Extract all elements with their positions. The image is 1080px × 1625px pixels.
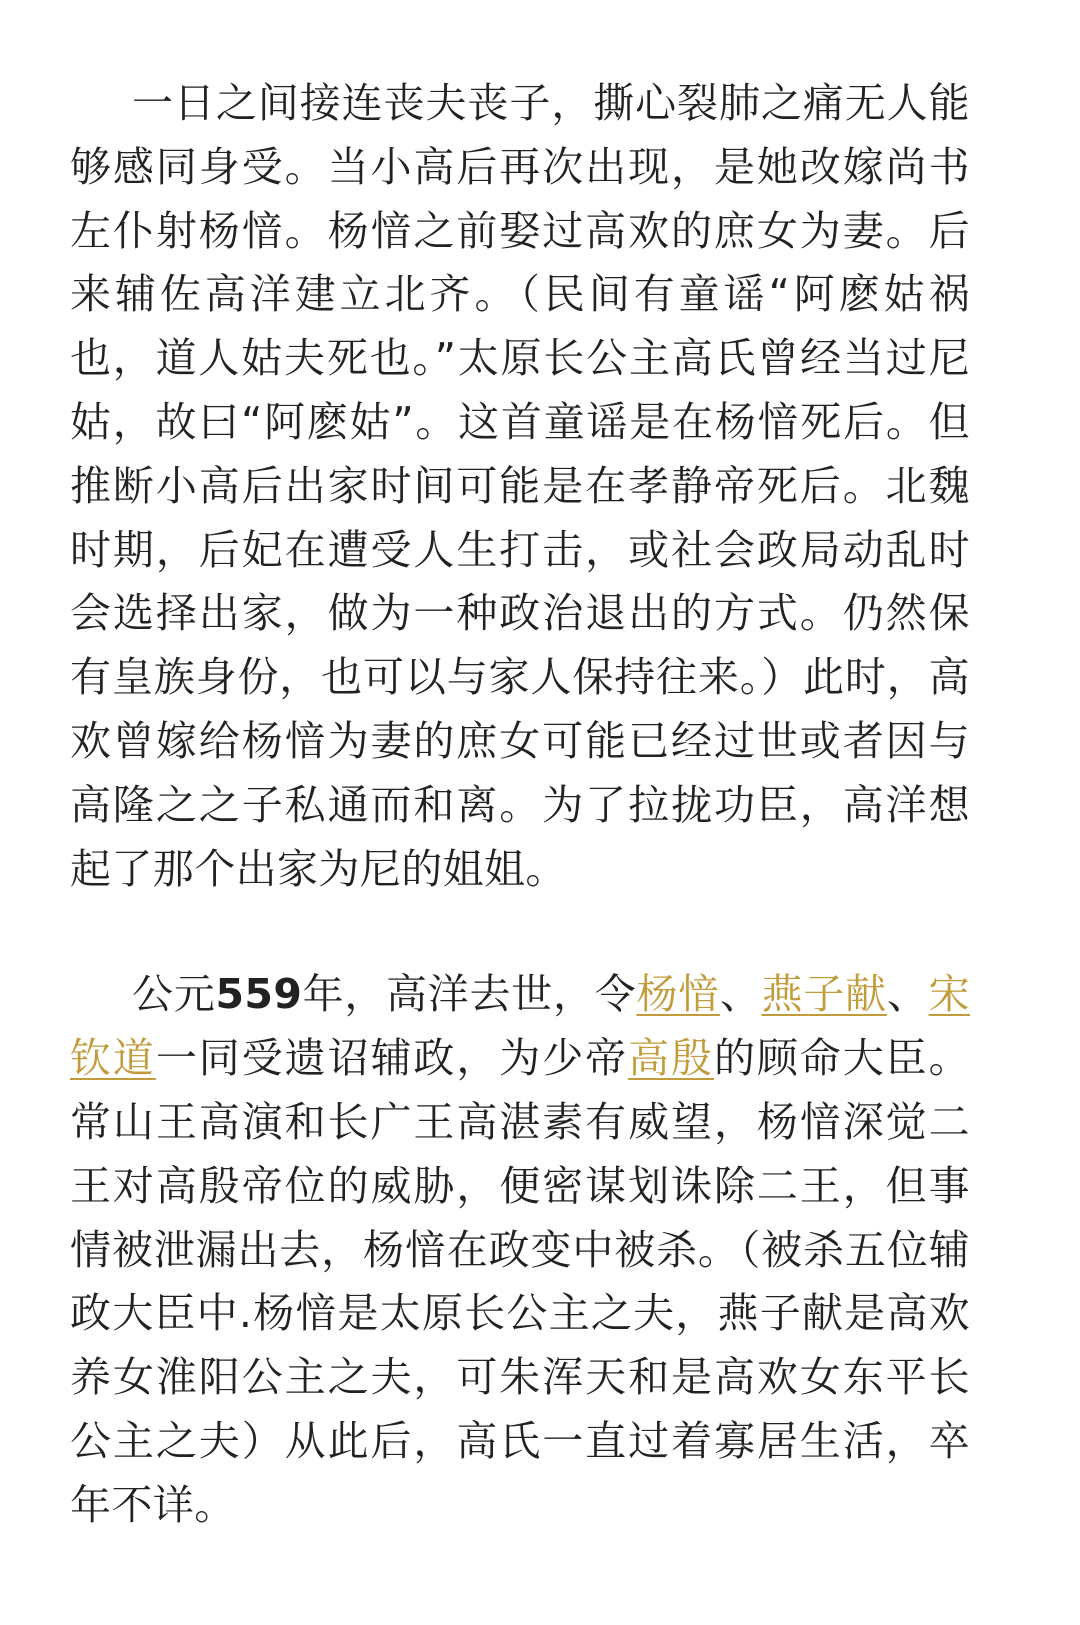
paragraph-2 [70,963,970,1537]
link-yang-yin[interactable]: 杨愔 [636,970,720,1019]
link-gao-yin[interactable]: 高殷 [628,1034,714,1083]
paragraph-1 [70,72,970,901]
separator-2: 、 [886,970,929,1019]
separator-1: 、 [719,970,762,1019]
link-yan-zixian[interactable]: 燕子献 [761,970,887,1019]
paragraph-1-text: 一日之间接连丧夫丧子，撕心裂肺之痛无人能够感同身受。当小高后再次出现，是她改嫁尚书左仆射杨愔。杨愔之前娶过高欢的庶女为妻。后来辅佐高洋建立北齐。（民间有童谣“阿麽姑祸也，道人姑夫死也。”太原长公主高氏曾经当过尼姑，故曰“阿麽姑”。这首童谣是在杨愔死后。但推断小高后出家时间可能是在孝静帝死后。北魏时期，后妃在遭受人生打击，或社会政局动乱时会选择出家，做为一种政治退出的方式。仍然保有皇族身份，也可以与家人保持往来。）此时，高欢曾嫁给杨愔为妻的庶女可能已经过世或者因与高隆之之子私通而和离。为了拉拢功臣，高洋想起了那个出家为尼的姐姐。 [70,79,970,893]
paragraph-2-text-4: 的顾命大臣。常山王高演和长广王高湛素有威望，杨愔深觉二王对高殷帝位的威胁，便密谋划诛除二王，但事情被泄漏出去，杨愔在政变中被杀。（被杀五位辅政大臣中.杨愔是太原长公主之夫，燕子献是高欢养女淮阳公主之夫，可朱浑天和是高欢女东平长公主之夫）从此后，高氏一直过着寡居生活，卒年不详。 [70,1034,970,1529]
paragraph-2-text-1: 公元 [132,970,216,1019]
paragraph-2-text-3: 一同受遗诏辅政，为少帝 [155,1034,629,1083]
article-body [70,72,970,1538]
year-559: 559 [215,970,303,1019]
link-song-qindao[interactable]: 宋钦道 [70,970,970,1083]
paragraph-2-text-2: 年，高洋去世，令 [302,970,637,1019]
